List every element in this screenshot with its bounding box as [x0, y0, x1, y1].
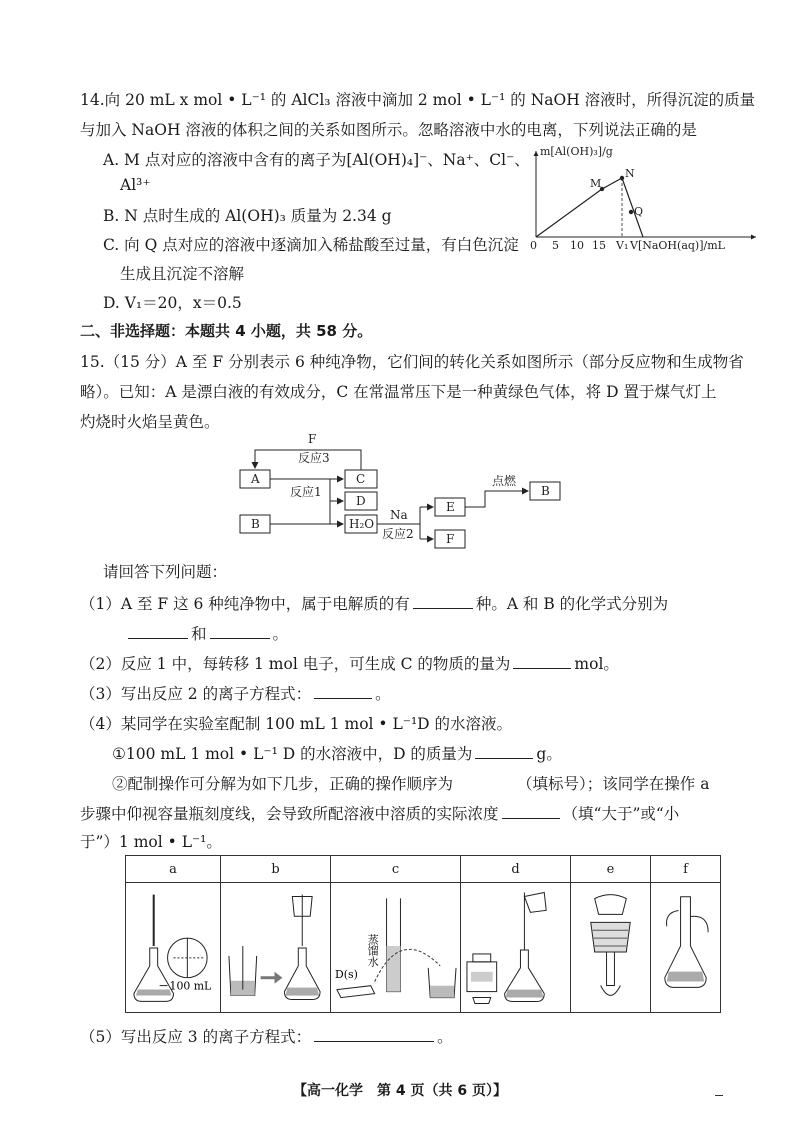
corner-mark	[715, 1095, 723, 1096]
step-header-c: c	[331, 856, 461, 883]
q15-part1-text-d: 。	[272, 625, 289, 643]
q15-part1-line1	[80, 592, 668, 614]
point-q	[629, 210, 633, 214]
q14-option-c: C. 向 Q 点对应的溶液中逐滴加入稀盐酸至过量，有白色沉淀	[103, 236, 519, 254]
q14-option-b: B. N 点时生成的 Al(OH)₃ 质量为 2.34 g	[103, 207, 392, 225]
step-header-a: a	[126, 856, 221, 883]
box-b: B	[251, 517, 260, 531]
q15-part1-text-c: 和	[191, 625, 207, 643]
label-na: Na	[390, 508, 408, 522]
tick-15: 15	[592, 239, 606, 252]
q15-part1-text-b: 种。A 和 B 的化学式分别为	[475, 595, 669, 613]
shake-flask-illustration	[571, 886, 650, 1010]
q14-line2: 与加入 NaOH 溶液的体积之间的关系如图所示。忽略溶液中水的电离，下列说法正确的是	[80, 121, 697, 139]
answer-blank-8[interactable]	[502, 804, 560, 819]
box-e: E	[446, 500, 455, 514]
volumetric-flask-sighting-illustration	[126, 886, 220, 1010]
q15-part2	[80, 652, 619, 674]
tick-10: 10	[570, 239, 584, 252]
reaction-flow-diagram	[230, 430, 570, 555]
q15-part5-text-a: （5）写出反应 3 的离子方程式：	[80, 1028, 312, 1046]
answer-blank-1[interactable]	[413, 594, 473, 609]
box-c: C	[356, 472, 366, 486]
q15-part4-2-line1	[112, 772, 709, 794]
label-reaction1: 反应1	[290, 485, 322, 499]
q15-part4-1	[112, 742, 562, 764]
answer-blank-6[interactable]	[475, 744, 533, 759]
step-header-d: d	[461, 856, 571, 883]
answer-blank-7[interactable]	[456, 774, 514, 789]
q14-option-d: D. V₁＝20，x＝0.5	[103, 294, 242, 312]
box-h2o: H₂O	[349, 517, 375, 531]
graph-xlabel: V[NaOH(aq)]/mL	[630, 239, 725, 252]
point-n-label: N	[625, 167, 635, 180]
step-d-image	[461, 883, 571, 1013]
q15-part5	[80, 1025, 453, 1047]
step-header-e: e	[571, 856, 651, 883]
tick-0: 0	[530, 239, 537, 252]
q15-part2-text-b: mol。	[574, 655, 619, 673]
water-label: 蒸馏水	[366, 933, 380, 967]
page-footer: 【高一化学 第 4 页（共 6 页）】	[293, 1083, 507, 1099]
procedure-steps-table	[125, 855, 721, 1013]
tick-5: 5	[552, 239, 559, 252]
q15-intro-line1: 15.（15 分）A 至 F 分别表示 6 种纯净物，它们间的转化关系如图所示（部分反应物和生成物省	[80, 353, 744, 371]
weigh-and-dissolve-illustration	[331, 886, 460, 1010]
q14-option-c-cont: 生成且沉淀不溶解	[120, 265, 245, 283]
step-c-image	[331, 883, 461, 1013]
q15-part1-line2	[125, 622, 288, 644]
q15-part4-1-text-a: ①100 mL 1 mol • L⁻¹ D 的水溶液中，D 的质量为	[112, 745, 473, 763]
rinse-and-transfer-illustration	[461, 886, 570, 1010]
graph-ylabel: m[Al(OH)₃]/g	[540, 145, 613, 158]
q15-part3	[80, 682, 391, 704]
point-q-label: Q	[634, 205, 644, 218]
q15-part3-text-a: （3）写出反应 2 的离子方程式：	[80, 685, 312, 703]
point-n	[620, 176, 624, 180]
q15-part2-text-a: （2）反应 1 中，每转移 1 mol 电子，可生成 C 的物质的量为	[80, 655, 511, 673]
label-reaction2: 反应2	[382, 527, 414, 541]
answer-blank-4[interactable]	[513, 654, 571, 669]
tick-v1: V₁	[616, 239, 629, 252]
step-f-image	[651, 883, 721, 1013]
q15-part4-2-text-b: （填标号）；该同学在操作 a	[517, 775, 710, 793]
box-d: D	[356, 494, 366, 508]
step-header-f: f	[651, 856, 721, 883]
answer-blank-2[interactable]	[128, 624, 188, 639]
q14-line1: 14.向 20 mL x mol • L⁻¹ 的 AlCl₃ 溶液中滴加 2 mol • L⁻¹ 的 NaOH 溶液时，所得沉淀的质量	[80, 91, 756, 109]
q15-prompt: 请回答下列问题：	[103, 563, 228, 581]
step-b-image	[221, 883, 331, 1013]
q15-part4-2-text-a: ②配制操作可分解为如下几步，正确的操作顺序为	[112, 775, 454, 793]
q15-intro-line3: 灼烧时火焰呈黄色。	[80, 413, 220, 431]
step-header-b: b	[221, 856, 331, 883]
answer-blank-5[interactable]	[314, 684, 372, 699]
step-e-image	[571, 883, 651, 1013]
flask-volume-label: 100 mL	[169, 979, 212, 993]
answer-blank-3[interactable]	[210, 624, 270, 639]
invert-mix-illustration	[651, 886, 720, 1010]
q15-part3-text-b: 。	[375, 685, 391, 703]
point-m-label: M	[590, 177, 602, 190]
section-title: 二、非选择题：本题共 4 小题，共 58 分。	[80, 322, 373, 340]
q15-part1-text-a: （1）A 至 F 这 6 种纯净物中，属于电解质的有	[80, 595, 410, 613]
box-b-product: B	[541, 484, 550, 498]
answer-blank-9[interactable]	[314, 1027, 434, 1042]
step-a-image	[126, 883, 221, 1013]
q15-part4-2-text-d: （填“大于”或“小	[562, 805, 680, 823]
precipitate-graph	[520, 145, 760, 255]
q14-option-a: A. M 点对应的溶液中含有的离子为[Al(OH)₄]⁻、Na⁺、Cl⁻、	[103, 151, 530, 169]
label-ignite: 点燃	[492, 474, 517, 488]
solid-d-label: D(s)	[334, 967, 358, 981]
q15-intro-line2: 略）。已知：A 是漂白液的有效成分，C 在常温常压下是一种黄绿色气体，将 D 置于煤气灯上	[80, 383, 717, 401]
label-reaction3: 反应3	[298, 451, 330, 465]
q15-part4-2-line3: 于”）1 mol • L⁻¹。	[80, 833, 222, 851]
q15-part4-1-text-b: g。	[536, 745, 562, 763]
q15-part4-2-text-c: 步骤中仰视容量瓶刻度线，会导致所配溶液中溶质的实际浓度	[80, 805, 499, 823]
box-a: A	[251, 472, 260, 486]
q15-part4: （4）某同学在实验室配制 100 mL 1 mol • L⁻¹D 的水溶液。	[80, 715, 513, 733]
q14-option-a-cont: Al³⁺	[120, 176, 151, 194]
q15-part4-2-line2	[80, 802, 679, 824]
label-f: F	[308, 432, 317, 446]
transfer-to-flask-illustration	[221, 886, 330, 1010]
q15-part5-text-b: 。	[437, 1028, 453, 1046]
box-f: F	[446, 532, 455, 546]
